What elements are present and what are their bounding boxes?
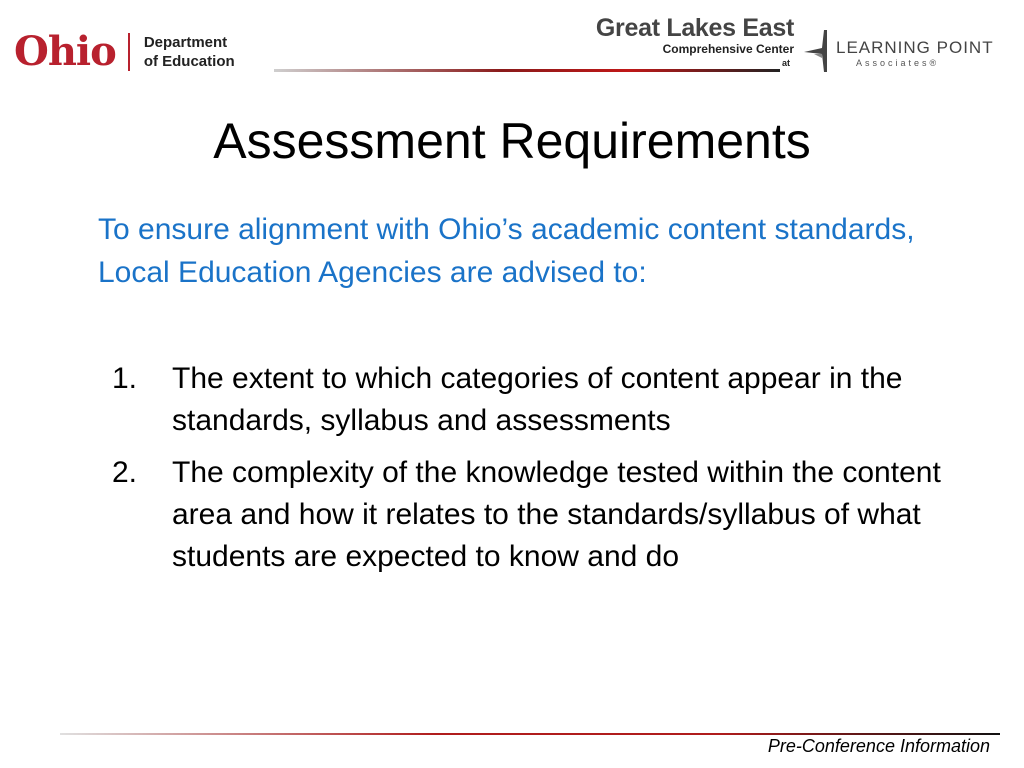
ohio-logo xyxy=(14,28,235,76)
requirements-list xyxy=(112,358,942,588)
ohio-wordmark: Ohio xyxy=(14,28,116,75)
learning-point-sub: Associates® xyxy=(856,58,940,68)
header-divider xyxy=(274,69,780,72)
great-lakes-east-logo xyxy=(562,14,794,56)
learning-point-mark-icon xyxy=(800,28,834,74)
footer-text: Pre-Conference Information xyxy=(767,736,990,756)
gle-at-text: at xyxy=(782,58,791,68)
list-item xyxy=(112,452,942,578)
ohio-dept-text xyxy=(144,33,235,71)
learning-point-name: LEARNING POINT xyxy=(836,38,994,57)
ohio-dept-line1: Department xyxy=(143,34,228,51)
slide-intro: To ensure alignment with Ohio’s academic content standards, Local Education Agencies are advised to: xyxy=(98,213,915,289)
ohio-dept-line2: of Education xyxy=(143,53,235,70)
gle-subtitle: Comprehensive Center xyxy=(662,42,794,56)
gle-title: Great Lakes East xyxy=(595,14,794,42)
learning-point-logo xyxy=(800,28,1000,78)
list-item xyxy=(112,358,942,442)
list-item-text: The extent to which categories of content appear in the standards, syllabus and assessments xyxy=(172,362,903,437)
ohio-logo-divider xyxy=(128,33,130,71)
list-item-number: 1. xyxy=(112,362,138,395)
footer-divider xyxy=(60,733,1000,735)
slide-title: Assessment Requirements xyxy=(213,113,811,169)
list-item-text: The complexity of the knowledge tested within the content area and how it relates to the standards/syllabus of what students are expected to know and do xyxy=(172,456,941,573)
list-item-number: 2. xyxy=(112,456,138,489)
